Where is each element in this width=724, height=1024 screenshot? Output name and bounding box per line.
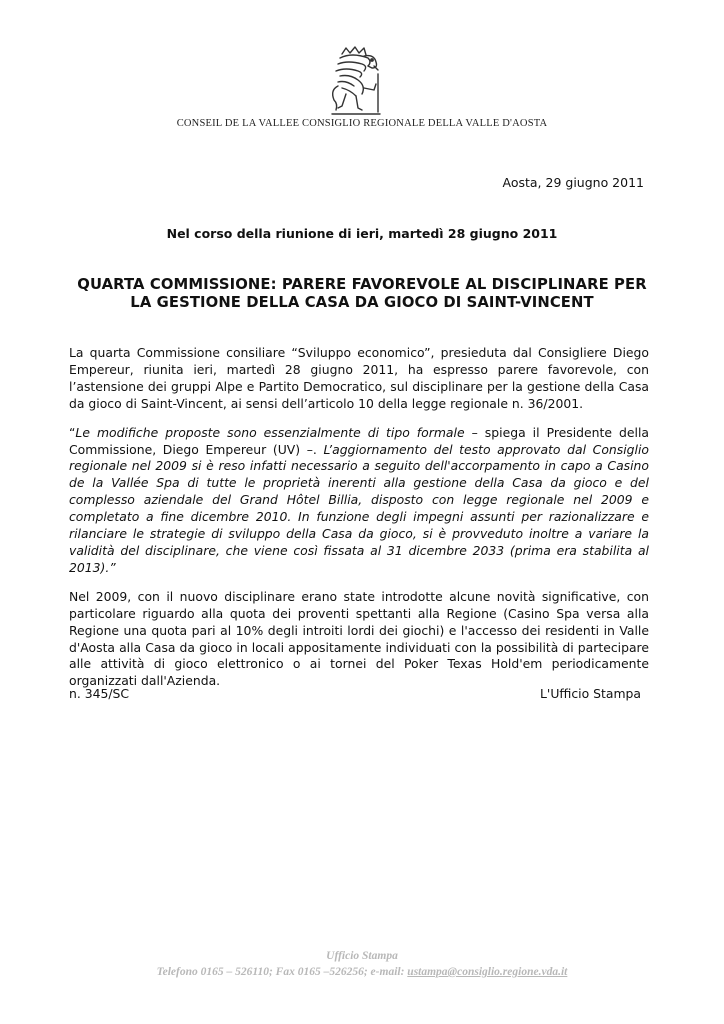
press-release-body bbox=[69, 345, 649, 702]
signature: L'Ufficio Stampa bbox=[540, 686, 641, 701]
footer-phone-fax: Telefono 0165 – 526110; Fax 0165 –526256; e-mail: bbox=[156, 966, 408, 978]
paragraph-1: La quarta Commissione consiliare “Sviluppo economico”, presieduta dal Consigliere Diego Empereur, riunita ieri, martedì 28 giugno 2011, ha espresso parere favorevole, con l’astensione dei gruppi Alpe e Partito Democratico, sul disciplinare per la gestione della Casa da gioco di Saint-Vincent, ai sensi dell’articolo 10 della legge regionale n. 36/2001. bbox=[69, 345, 649, 411]
headline: QUARTA COMMISSIONE: PARERE FAVOREVOLE AL DISCIPLINARE PER LA GESTIONE DELLA CASA DA GIOCO DI SAINT-VINCENT bbox=[77, 276, 647, 311]
council-name: CONSEIL DE LA VALLEE CONSIGLIO REGIONALE DELLA VALLE D'AOSTA bbox=[176, 118, 548, 129]
lion-crest-logo-icon bbox=[328, 44, 384, 118]
footer-email-link[interactable]: ustampa@consiglio.regione.vda.it bbox=[407, 966, 568, 978]
quote-open-mark: “ bbox=[69, 424, 76, 440]
paragraph-2 bbox=[69, 425, 649, 577]
quote-part-2: L’aggiornamento del testo approvato dal Consiglio regionale nel 2009 si è reso infatti necessario a seguito dell'accorpamento in capo a Casino de la Vallée Spa di tutte le proprietà inerenti alla gestione della Casa da gioco e del complesso aziendale del Grand Hôtel Billia, disposto con legge regionale nel 2009 e completato a fine dicembre 2010. In funzione degli impegni assunti per razionalizzare e rilanciare le strategie di sviluppo della Casa da gioco, si è provveduto inoltre a variare la validità del disciplinare, che viene così fissata al 31 dicembre 2033 (prima era stabilita al 2013).” bbox=[69, 441, 649, 575]
subheading: Nel corso della riunione di ieri, martedì 28 giugno 2011 bbox=[166, 226, 558, 241]
paragraph-3: Nel 2009, con il nuovo disciplinare erano state introdotte alcune novità significative, con particolare riguardo alla quota dei proventi spettanti alla Regione (Casino Spa versa alla Regione una quota pari al 10% degli introiti lordi dei giochi) e l'accesso dei residenti in Valle d'Aosta alla Casa da gioco in locali appositamente individuati con la possibilità di partecipare alle attività di gioco elettronico o ai tornei del Poker Texas Hold'em periodicamente organizzati dall'Azienda. bbox=[69, 588, 649, 689]
quote-part-1: Le modifiche proposte sono essenzialmente di tipo formale bbox=[75, 424, 465, 440]
footer-office: Ufficio Stampa bbox=[326, 950, 398, 962]
footer-contacts bbox=[0, 964, 724, 980]
attribution: – spiega il Presidente della Commissione, Diego Empereur (UV) –. bbox=[69, 424, 649, 457]
date-line: Aosta, 29 giugno 2011 bbox=[502, 175, 644, 190]
reference-number: n. 345/SC bbox=[69, 686, 130, 701]
footer bbox=[0, 948, 724, 980]
